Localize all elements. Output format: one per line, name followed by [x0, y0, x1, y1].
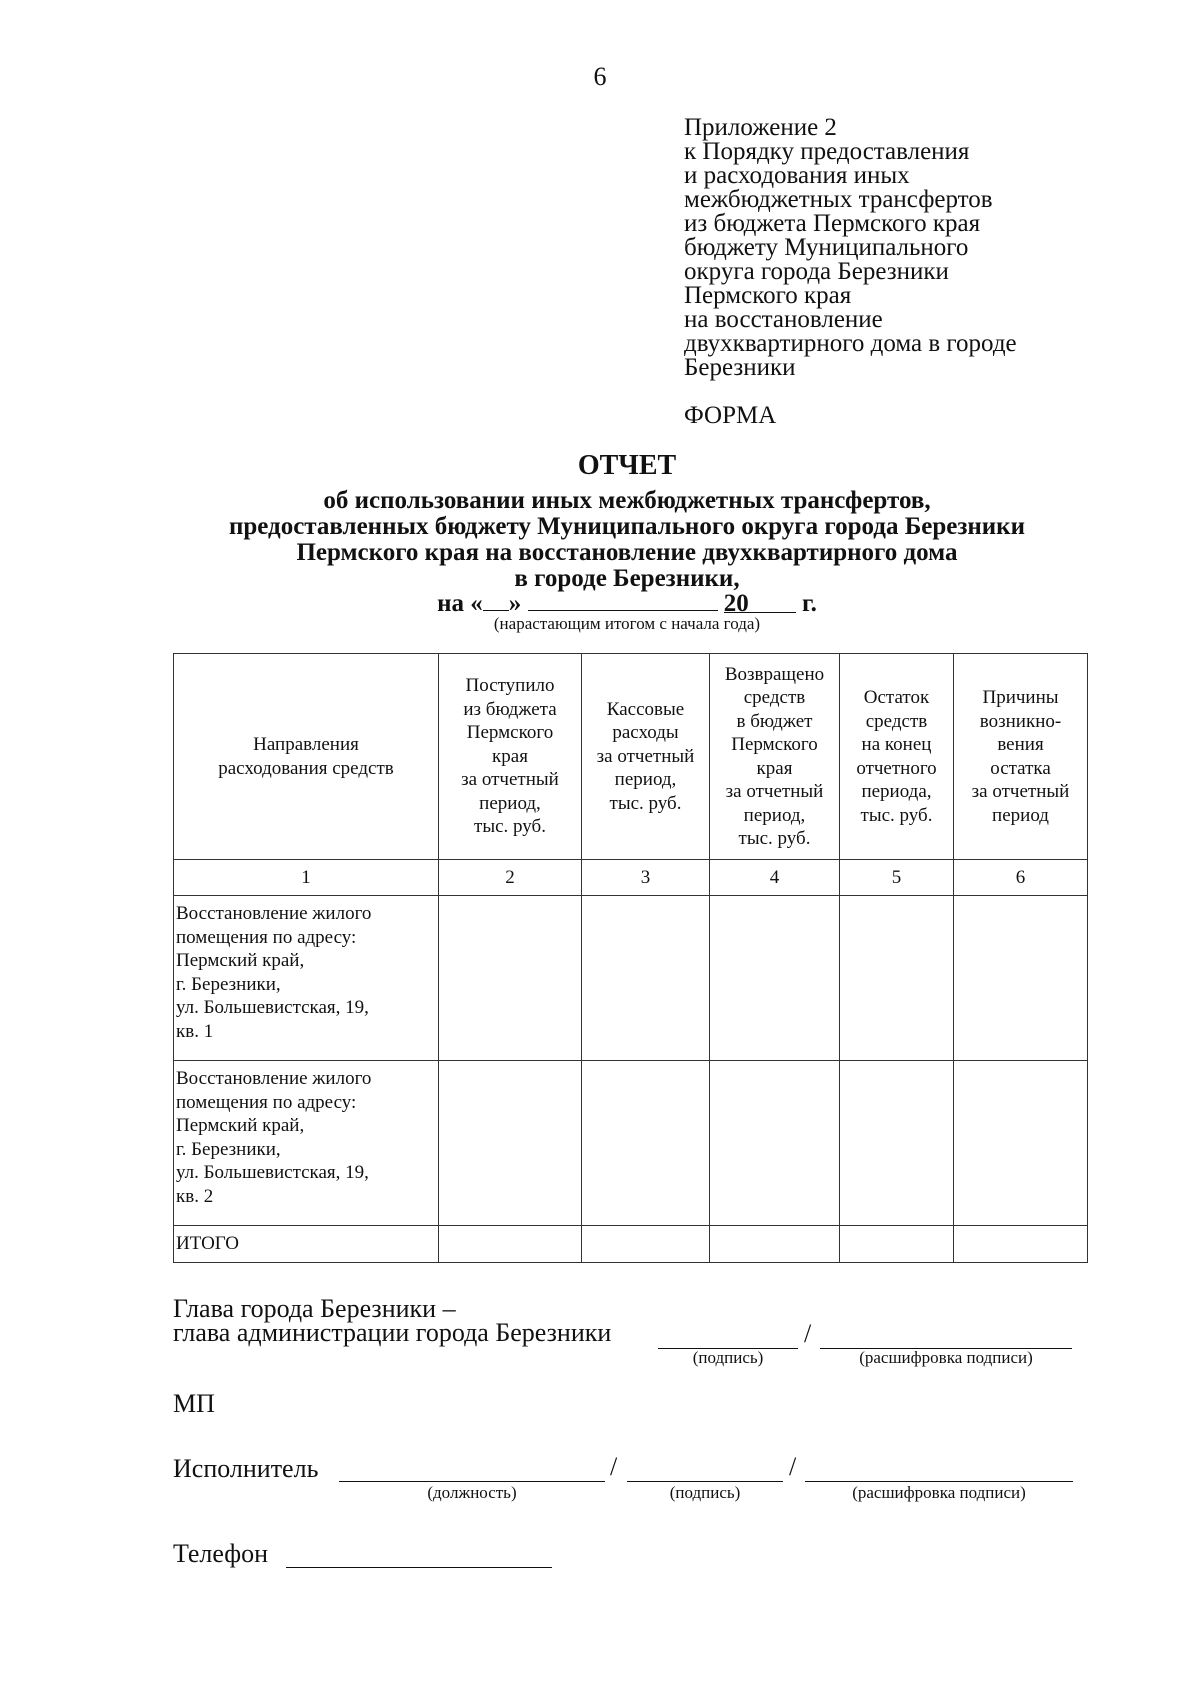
appendix-line: межбюджетных трансфертов: [684, 186, 993, 213]
executor-position-field[interactable]: [339, 1455, 605, 1482]
column-header: Кассовые расходы за отчетный период, тыс. руб.: [582, 654, 710, 860]
report-title: ОТЧЕТ: [577, 450, 677, 481]
appendix-line: бюджету Муниципального: [684, 234, 969, 261]
report-table: [173, 653, 1088, 1263]
month-blank[interactable]: [528, 588, 718, 611]
empty-cell[interactable]: [710, 1226, 840, 1263]
column-number: 1: [174, 860, 439, 896]
stamp-label: МП: [173, 1389, 215, 1418]
empty-cell[interactable]: [840, 896, 954, 1061]
date-prefix: на «: [437, 590, 483, 617]
date-note: (нарастающим итогом с начала года): [493, 614, 761, 633]
appendix-line: Березники: [684, 354, 796, 381]
column-number: 6: [954, 860, 1088, 896]
appendix-block: [684, 116, 1017, 380]
total-label: ИТОГО: [174, 1226, 439, 1263]
appendix-line: Приложение 2: [684, 114, 837, 141]
column-number: 2: [439, 860, 582, 896]
date-quote-close: »: [508, 590, 522, 617]
column-header: Поступило из бюджета Пермского края за отчетный период, тыс. руб.: [439, 654, 582, 860]
empty-cell[interactable]: [954, 1226, 1088, 1263]
column-header: Остаток средств на конец отчетного периода, тыс. руб.: [840, 654, 954, 860]
separator-slash: /: [804, 1319, 812, 1348]
phone-field[interactable]: [286, 1541, 552, 1568]
column-number-row: [174, 860, 1088, 896]
table-header-row: [174, 654, 1088, 860]
appendix-line: округа города Березники: [684, 258, 949, 285]
year-prefix: 20: [723, 590, 749, 617]
empty-cell[interactable]: [954, 1061, 1088, 1226]
empty-cell[interactable]: [710, 896, 840, 1061]
day-blank[interactable]: [483, 588, 509, 611]
empty-cell[interactable]: [439, 1226, 582, 1263]
date-suffix: г.: [802, 590, 817, 617]
appendix-line: Пермского края: [684, 282, 852, 309]
table-row: [174, 1061, 1088, 1226]
appendix-line: к Порядку предоставления: [684, 138, 970, 165]
column-header: Направления расходования средств: [174, 654, 439, 860]
page-number: 6: [593, 62, 607, 91]
executor-decoding-field[interactable]: [805, 1455, 1073, 1482]
row-description: Восстановление жилого помещения по адресу: Пермский край, г. Березники, ул. Большевистская, 19, кв. 2: [174, 1061, 439, 1226]
column-header: Возвращено средств в бюджет Пермского края за отчетный период, тыс. руб.: [710, 654, 840, 860]
signature-caption: (подпись): [669, 1483, 741, 1502]
subtitle-line: в городе Березники,: [514, 565, 740, 592]
head-title-line2: глава администрации города Березники: [173, 1318, 612, 1347]
form-label: ФОРМА: [684, 402, 777, 429]
executor-signature-field[interactable]: [627, 1455, 783, 1482]
column-number: 4: [710, 860, 840, 896]
appendix-line: двухквартирного дома в городе: [684, 330, 1017, 357]
total-row: [174, 1226, 1088, 1263]
year-blank[interactable]: [723, 590, 796, 617]
column-header: Причины возникно- вения остатка за отчетный период: [954, 654, 1088, 860]
head-decoding-field[interactable]: [820, 1322, 1072, 1349]
empty-cell[interactable]: [439, 1061, 582, 1226]
head-title-line1: Глава города Березники –: [173, 1294, 456, 1323]
subtitle-line: Пермского края на восстановление двухквартирного дома: [296, 539, 958, 566]
empty-cell[interactable]: [840, 1061, 954, 1226]
empty-cell[interactable]: [582, 1061, 710, 1226]
phone-label: Телефон: [173, 1539, 269, 1568]
subtitle-line: предоставленных бюджету Муниципального округа города Березники: [228, 513, 1025, 540]
executor-label: Исполнитель: [173, 1454, 319, 1483]
signature-caption: (подпись): [692, 1348, 764, 1367]
appendix-line: на восстановление: [684, 306, 883, 333]
empty-cell[interactable]: [582, 1226, 710, 1263]
empty-cell[interactable]: [582, 896, 710, 1061]
row-description: Восстановление жилого помещения по адресу: Пермский край, г. Березники, ул. Большевистская, 19, кв. 1: [174, 896, 439, 1061]
appendix-line: из бюджета Пермского края: [684, 210, 981, 237]
column-number: 5: [840, 860, 954, 896]
position-caption: (должность): [427, 1483, 517, 1502]
column-number: 3: [582, 860, 710, 896]
empty-cell[interactable]: [710, 1061, 840, 1226]
empty-cell[interactable]: [954, 896, 1088, 1061]
empty-cell[interactable]: [439, 896, 582, 1061]
empty-cell[interactable]: [840, 1226, 954, 1263]
separator-slash: /: [789, 1452, 797, 1481]
separator-slash: /: [610, 1452, 618, 1481]
report-subtitle: [0, 488, 1200, 592]
subtitle-line: об использовании иных межбюджетных трансфертов,: [323, 487, 931, 514]
decoding-caption: (расшифровка подписи): [852, 1483, 1026, 1502]
head-signature-field[interactable]: [658, 1322, 798, 1349]
appendix-line: и расходования иных: [684, 162, 910, 189]
decoding-caption: (расшифровка подписи): [859, 1348, 1033, 1367]
table-row: [174, 896, 1088, 1061]
